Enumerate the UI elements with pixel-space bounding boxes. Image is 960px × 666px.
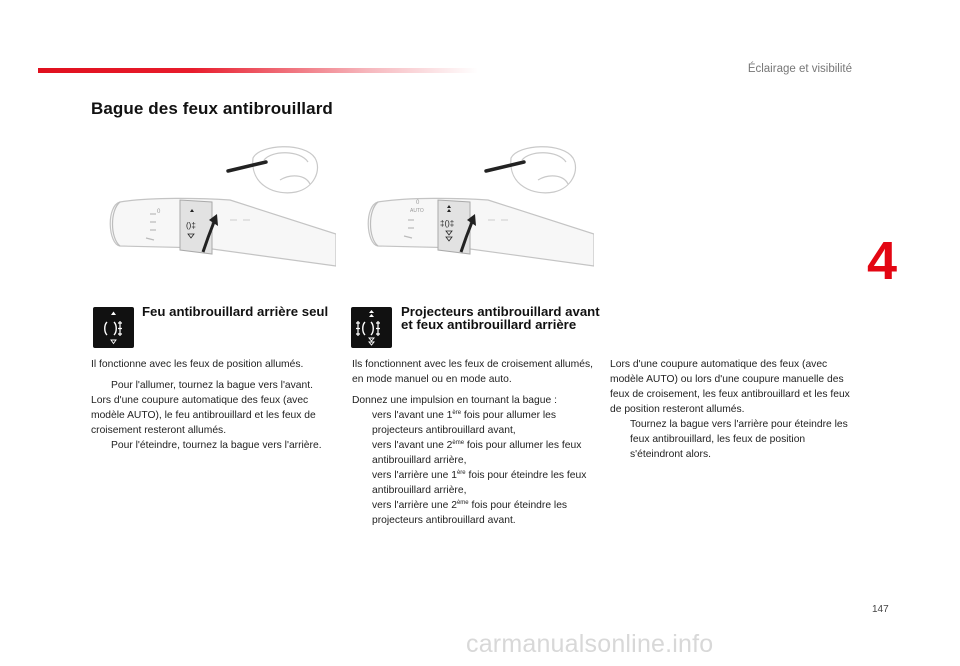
auto-cutoff-note: Lors d'une coupure automatique des feux (avec modèle AUTO) ou lors d'une coupure manuelle des feux de croisement, les feux antibrouillard et les feux de position resteront allumés. — [610, 359, 850, 415]
rear-fog-heading: Feu antibrouillard arrière seul — [142, 304, 329, 319]
front-rear-fog-lead: Donnez une impulsion en tournant la bague : — [352, 395, 557, 406]
column-2-text — [352, 357, 600, 528]
list-item: Pour l'éteindre, tournez la bague vers l'arrière. — [111, 440, 322, 451]
column-1-text — [91, 357, 336, 453]
running-header: Éclairage et visibilité — [747, 63, 852, 75]
watermark: carmanualsonline.info — [466, 630, 714, 658]
chapter-number: 4 — [867, 231, 898, 291]
list-item: Pour l'allumer, tournez la bague vers l'avant. — [111, 380, 313, 391]
page-number: 147 — [872, 604, 889, 615]
section-title: Bague des feux antibrouillard — [91, 99, 333, 118]
list-item: vers l'arrière une 1ère fois pour éteindre les feux antibrouillard arrière, — [372, 470, 587, 496]
off-position-label-2: 0 — [416, 200, 420, 206]
list-item: vers l'arrière une 2ème fois pour éteindre les projecteurs antibrouillard avant. — [372, 500, 568, 526]
stalk-illustration-rear-fog — [100, 140, 336, 268]
list-item: vers l'avant une 1ère fois pour allumer les projecteurs antibrouillard avant, — [372, 410, 557, 436]
list-item: vers l'avant une 2ème fois pour allumer les feux antibrouillard arrière, — [372, 440, 582, 466]
list-item: Tournez la bague vers l'arrière pour éteindre les feux antibrouillard, les feux de position s'éteindront alors. — [630, 419, 848, 460]
rear-fog-lamp-icon — [93, 307, 134, 348]
rear-fog-auto-note: Lors d'une coupure automatique des feux (avec modèle AUTO), le feu antibrouillard et les feux de croisement resteront allumés. — [91, 395, 316, 436]
off-position-label: 0 — [157, 209, 161, 215]
front-rear-fog-heading: Projecteurs antibrouillard avant et feux antibrouillard arrière — [401, 304, 600, 332]
auto-position-label: AUTO — [410, 208, 424, 214]
front-rear-fog-lamp-icon — [351, 307, 392, 348]
svg-text:()‡: ()‡ — [186, 221, 196, 230]
rear-fog-intro: Il fonctionne avec les feux de position allumés. — [91, 359, 304, 370]
svg-text:‡()‡: ‡()‡ — [440, 219, 455, 228]
header-accent-bar — [38, 68, 478, 73]
front-rear-fog-intro: Ils fonctionnent avec les feux de croisement allumés, en mode manuel ou en mode auto. — [352, 359, 593, 385]
column-3-text — [610, 357, 858, 462]
stalk-illustration-front-rear-fog — [358, 140, 594, 268]
